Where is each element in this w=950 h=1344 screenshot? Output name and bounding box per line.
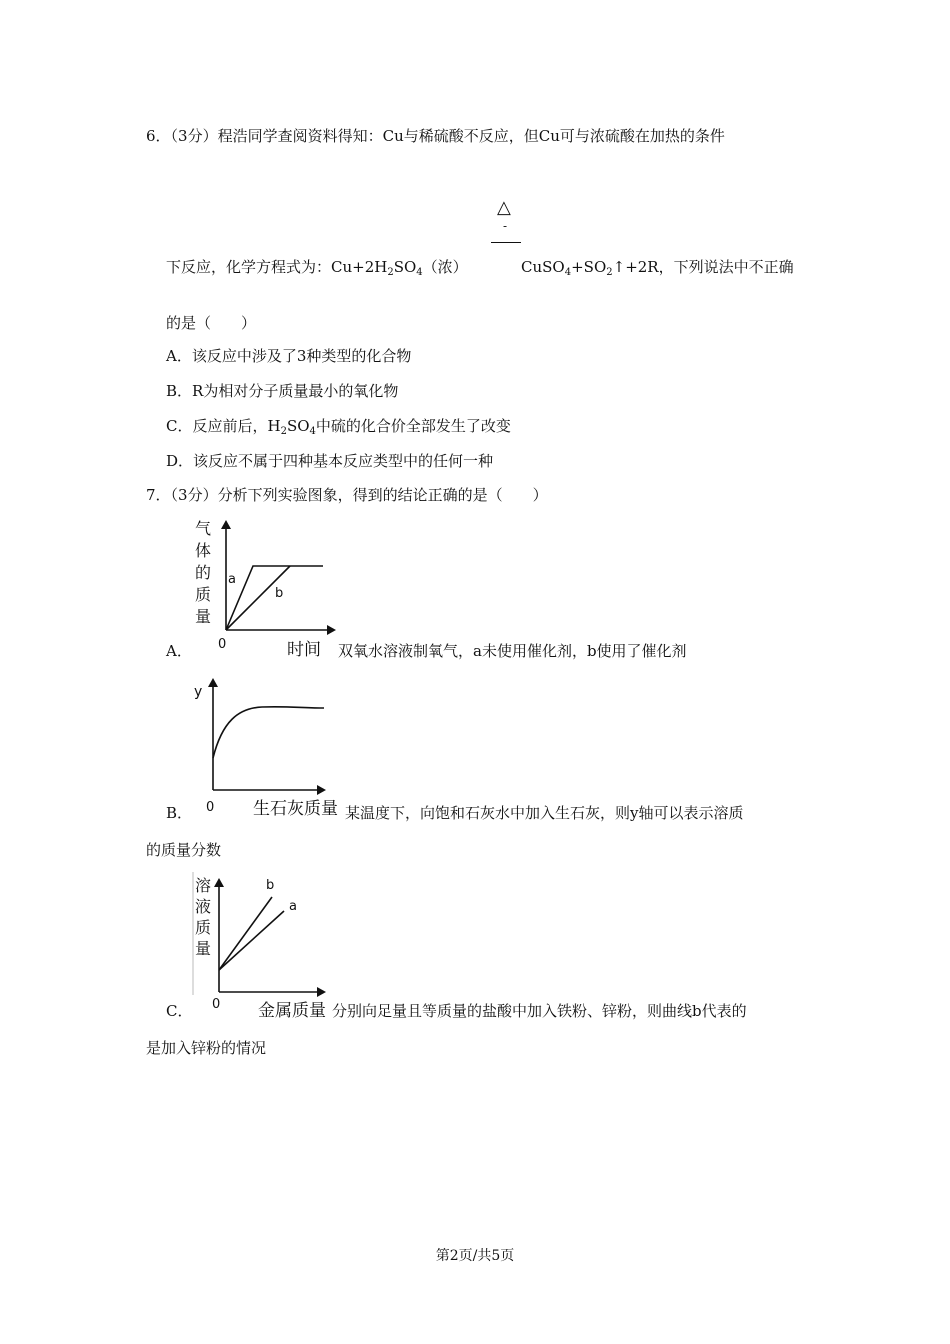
graph-a-xlabel: 时间 [287, 640, 321, 660]
q7-option-b [166, 803, 192, 823]
q6-line3: 的是（ ） [166, 314, 257, 332]
graph-b-xlabel: 生石灰质量 [253, 799, 338, 819]
graph-a-origin: 0 [218, 637, 227, 652]
graph-c-y-arrow [214, 878, 224, 887]
graph-b-curve [213, 707, 324, 758]
q7-option-b-letter: B． [166, 804, 193, 822]
graph-a-ylabel-1: 气 [195, 519, 212, 538]
q6-option-b: B．R为相对分子质量最小的氧化物 [166, 382, 399, 400]
q7-option-b-text: 某温度下，向饱和石灰水中加入生石灰，则y轴可以表示溶质 [345, 804, 744, 822]
graph-c-x-arrow [317, 987, 326, 997]
q6-option-c: C．反应前后，$H_2SO_4$中硫的化合价全部发生了改变 [166, 417, 511, 437]
graph-c-origin: 0 [212, 997, 221, 1012]
q7-score: （3分） [170, 486, 218, 504]
q7-option-a-text: 双氧水溶液制氧气，a未使用催化剂，b使用了催化剂 [338, 642, 687, 660]
equation-reactants: 下反应，化学方程式为：Cu+2H [166, 258, 388, 276]
graph-a-label-b: b [275, 586, 284, 601]
graph-c-ylabel-2: 液 [195, 897, 212, 916]
q7-option-a [166, 641, 192, 661]
graph-a-line-b [226, 566, 290, 630]
q6-option-a: A．该反应中涉及了3种类型的化合物 [166, 347, 412, 365]
q7-option-c-letter: C． [166, 1002, 193, 1020]
q7-option-c [166, 1001, 192, 1021]
graph-c-ylabel-4: 量 [195, 939, 212, 958]
graph-a-ylabel-2: 体 [195, 541, 212, 560]
graph-b-y-arrow [208, 678, 218, 687]
graph-c-line-b [219, 897, 272, 970]
q7-option-c-text: 分别向足量且等质量的盐酸中加入铁粉、锌粉，则曲线b代表的 [332, 1002, 747, 1020]
q7-number: 7． [146, 486, 171, 504]
q7-line1 [146, 485, 548, 505]
graph-a-ylabel-5: 量 [195, 607, 212, 626]
q6-number: 6． [146, 127, 171, 145]
graph-c-line-a [219, 911, 284, 970]
q7-stem: 分析下列实验图象，得到的结论正确的是（ ） [217, 486, 548, 504]
q6-option-d: D．该反应不属于四种基本反应类型中的任何一种 [166, 452, 494, 470]
graph-c-xlabel: 金属质量 [258, 1001, 326, 1021]
graph-a-line-a [226, 566, 323, 630]
reaction-condition-delta: △ [497, 197, 511, 218]
equation-products: CuSO [521, 258, 565, 276]
q7-option-c-cont: 是加入锌粉的情况 [146, 1039, 267, 1057]
q7-option-b-cont: 的质量分数 [146, 841, 222, 859]
q6-line1 [146, 126, 725, 146]
graph-b-x-arrow [317, 785, 326, 795]
page-footer: 第2页/共5页 [435, 1248, 515, 1264]
reaction-arrow-line [491, 242, 521, 243]
graph-a-x-arrow [327, 625, 336, 635]
q6-line2-right: $CuSO_4+SO_2↑+2R$，下列说法中不正确 [521, 258, 794, 278]
q6-score: （3分） [170, 127, 218, 145]
graph-a-label-a: a [228, 572, 236, 587]
graph-b-ylabel: y [194, 684, 203, 700]
q6-line2-left: 下反应，化学方程式为：$Cu+2H_2SO_4$（浓） [166, 258, 468, 278]
graph-c-ylabel-1: 溶 [195, 876, 212, 895]
graph-c-ylabel-3: 质 [195, 918, 212, 937]
q6-stem: 程浩同学查阅资料得知：Cu与稀硫酸不反应，但Cu可与浓硫酸在加热的条件 [217, 127, 725, 145]
graph-b-origin: 0 [206, 800, 215, 815]
graph-c-label-a: a [289, 899, 297, 914]
graph-a-ylabel-3: 的 [195, 563, 212, 582]
q7-option-a-letter: A． [166, 642, 192, 660]
graph-a-y-arrow [221, 520, 231, 529]
reaction-condition-mark: - [503, 219, 508, 233]
graph-c-label-b: b [266, 878, 275, 893]
graph-a-ylabel-4: 质 [195, 585, 212, 604]
